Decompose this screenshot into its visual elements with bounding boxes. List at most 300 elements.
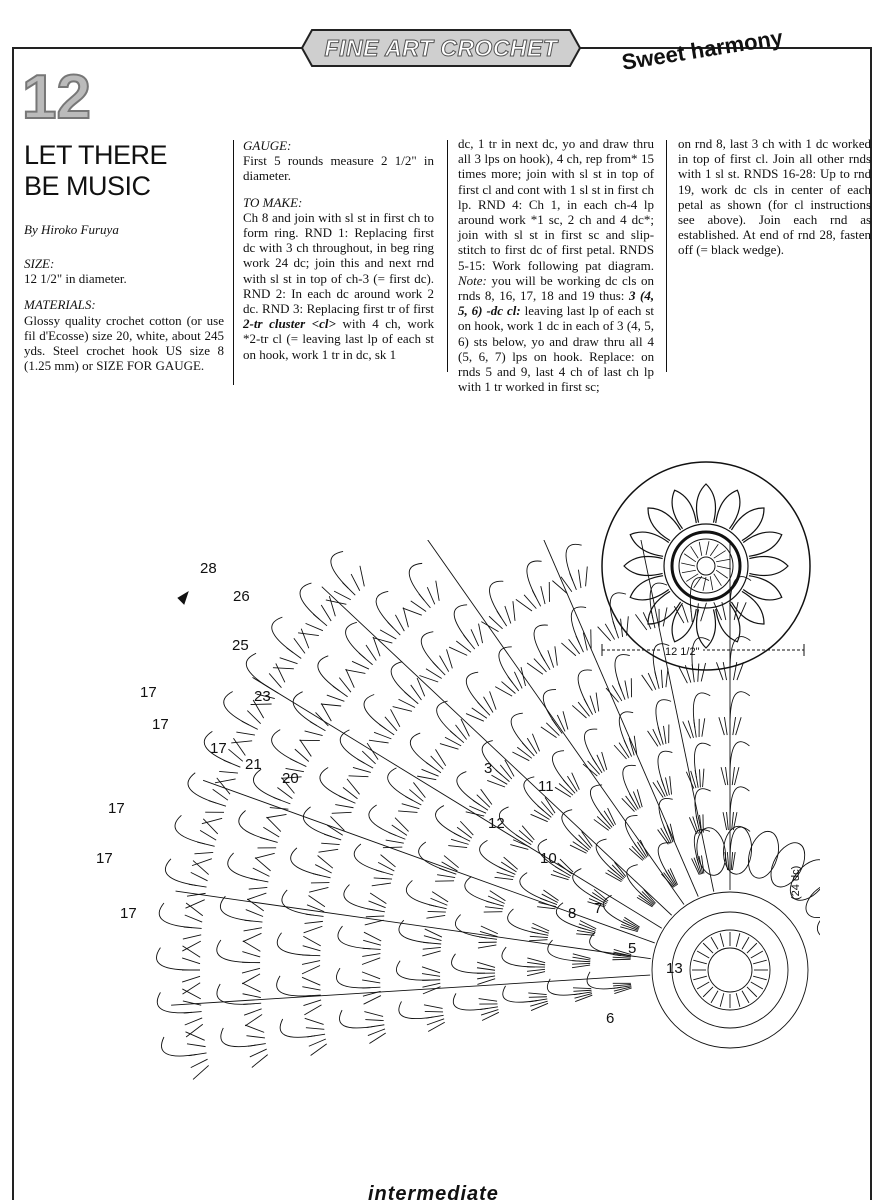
dc-stitch (309, 887, 328, 892)
dc-stitch (307, 1034, 325, 1037)
chain-loop (692, 638, 710, 673)
dc-stitch (428, 911, 446, 912)
dc-stitch (527, 962, 545, 965)
dc-stitch (426, 915, 445, 918)
dc-stitch (627, 616, 629, 635)
dc-stitch (373, 638, 393, 643)
dc-stitch (464, 635, 475, 649)
dc-stitch (422, 983, 440, 987)
dc-stitch (477, 962, 495, 967)
dc-stitch (186, 903, 203, 916)
dc-stitch (613, 957, 631, 958)
chain-loop (453, 993, 488, 1010)
left-border (12, 47, 14, 1200)
chain-loop (346, 622, 365, 658)
instructions-part-2: dc, 1 tr in next dc, yo and draw thru all 3 lps on hook), 4 ch, rep from* 15 times more; join with sl st in top of first cl and cont with 1 sl st in first ch lp. RND 4: Ch 1, in each ch-4 lp around work *1 sc, 2 ch and 4 dc*; join with sl st in first sc and slip-stitch to first dc of first petal. RNDS 5-15: Work following pat diagram. Note: you will be working dc cls on rnds 8, 16, 17, 18 and 19 thus: 3 (4, 5, 6) -dc cl: leaving last lp of each st on hook, work 1 dc in each of 3 (4, 5, 6) sts below, yo and draw thru all 4 (5, 6, 7) lps on hook. Replace: on rnds 5 and 9, last 4 ch of last ch lp with 1 tr worked in first sc; (458, 136, 655, 395)
dc-stitch (642, 675, 653, 691)
dc-stitch (701, 603, 707, 621)
dc-stitch (321, 843, 339, 844)
dc-stitch (343, 583, 356, 596)
dc-stitch (339, 796, 355, 803)
top-border-left (12, 47, 302, 49)
dc-stitch (522, 743, 534, 756)
dc-stitch (572, 963, 590, 964)
chain-loop (454, 605, 468, 642)
banner-title: FINE ART CROCHET (324, 35, 558, 61)
chain-loop (318, 656, 340, 691)
dc-stitch (305, 731, 323, 736)
dc-stitch (429, 905, 447, 909)
dc-stitch (572, 705, 586, 718)
chain-loop (730, 577, 751, 610)
dc-stitch (303, 936, 320, 946)
chain-loop (615, 655, 630, 691)
dc-stitch (485, 907, 503, 909)
dc-stitch (187, 1044, 206, 1047)
stitch-chart (60, 540, 820, 1100)
chain-loop (623, 765, 636, 800)
dc-stitch (545, 797, 555, 813)
dc-stitch (697, 982, 709, 989)
dc-stitch (440, 744, 459, 750)
dc-stitch (531, 1003, 548, 1010)
dc-stitch (690, 604, 692, 622)
title-line-2: BE MUSIC (24, 171, 151, 201)
chain-loop (466, 672, 483, 708)
dc-stitch (191, 872, 208, 880)
chain-loop (159, 903, 191, 928)
dc-stitch (527, 969, 545, 971)
chain-loop (610, 593, 626, 629)
dc-stitch (185, 1018, 202, 1025)
dc-stitch (534, 810, 549, 820)
dc-stitch (405, 692, 419, 704)
dc-stitch (703, 769, 704, 787)
dc-stitch (389, 833, 406, 840)
dc-stitch (363, 948, 381, 949)
dc-stitch (529, 997, 547, 998)
dc-stitch (374, 878, 392, 879)
dc-stitch (302, 966, 320, 974)
dc-stitch (697, 951, 709, 958)
dc-stitch (517, 747, 532, 758)
dc-stitch (496, 770, 510, 782)
dc-stitch (349, 776, 369, 777)
dc-stitch (304, 926, 323, 933)
dc-stitch (247, 711, 260, 724)
dc-stitch (541, 727, 557, 738)
dc-stitch (563, 711, 568, 729)
chain-loop (409, 563, 424, 600)
dc-stitch (532, 923, 549, 931)
dc-stitch (723, 662, 726, 680)
dc-stitch (721, 767, 725, 785)
dc-stitch (663, 726, 665, 744)
dc-stitch (200, 830, 216, 840)
dc-stitch (321, 703, 331, 721)
dc-stitch (243, 933, 262, 941)
dc-stitch (242, 721, 258, 729)
dc-stitch (572, 965, 590, 968)
dc-stitch (302, 961, 320, 965)
dc-stitch (372, 883, 391, 886)
chain-loop (161, 1037, 196, 1056)
dc-stitch (555, 646, 557, 665)
dc-stitch (362, 980, 380, 983)
dc-stitch (315, 865, 331, 873)
dc-stitch (242, 974, 260, 984)
dc-stitch (189, 884, 207, 887)
center-ring (672, 912, 788, 1028)
chain-loop (693, 693, 710, 728)
dc-stitch (478, 945, 496, 948)
dc-stitch (578, 702, 589, 716)
dc-stitch (319, 849, 339, 852)
chain-loop (217, 940, 250, 962)
dc-stitch (447, 649, 453, 668)
chain-loop (331, 551, 348, 588)
dc-stitch (701, 663, 705, 681)
dc-stitch (714, 602, 722, 620)
dc-stitch (391, 709, 400, 727)
dc-stitch (346, 669, 354, 688)
round-number-label: 17 (96, 850, 113, 867)
dc-stitch (423, 987, 441, 994)
chain-loop (571, 607, 586, 643)
dc-stitch (573, 990, 591, 991)
dc-stitch (383, 847, 402, 848)
dc-stitch (505, 606, 511, 623)
dc-stitch (724, 717, 727, 735)
column-size-materials (24, 256, 224, 373)
petal-motif (819, 980, 820, 1019)
dc-stitch (352, 661, 369, 669)
dc-stitch (243, 1003, 261, 1004)
dc-stitch (541, 586, 545, 604)
dc-stitch (367, 909, 385, 912)
dc-stitch (422, 974, 440, 977)
dc-stitch (357, 759, 373, 768)
dc-stitch (411, 685, 422, 700)
dc-stitch (185, 900, 204, 908)
chain-loop (421, 632, 438, 668)
petal-motif (764, 837, 812, 893)
dc-stitch (304, 1005, 321, 1015)
dc-stitch (318, 855, 333, 868)
dc-stitch (738, 602, 746, 620)
overview-petal (731, 508, 764, 541)
dc-stitch (732, 767, 734, 785)
dc-stitch (305, 1018, 324, 1024)
dc-stitch (365, 1020, 383, 1021)
dc-stitch (398, 811, 417, 812)
dc-stitch (182, 958, 200, 964)
chain-loop (338, 926, 371, 949)
chain-loop (354, 844, 383, 872)
dc-stitch (613, 621, 619, 638)
dc-stitch (537, 907, 555, 909)
dc-stitch (388, 622, 401, 635)
dc-stitch (255, 858, 270, 871)
dc-stitch (480, 1007, 498, 1010)
dc-stitch (302, 987, 320, 990)
dc-stitch (294, 638, 305, 653)
dc-stitch (302, 977, 320, 985)
dc-stitch (363, 940, 381, 945)
petal-motif (813, 900, 820, 945)
dc-stitch (561, 643, 576, 656)
chain-loop (502, 947, 535, 967)
dc-stitch (399, 699, 416, 707)
dc-stitch (479, 624, 483, 643)
dc-stitch (243, 941, 261, 951)
dc-stitch (273, 668, 294, 669)
dc-stitch (586, 566, 588, 586)
dc-stitch (327, 695, 345, 701)
dc-stitch (696, 603, 698, 621)
dc-stitch (183, 983, 201, 994)
dc-stitch (513, 601, 515, 621)
dc-stitch (426, 1015, 444, 1018)
dc-stitch (321, 704, 341, 706)
dc-stitch (444, 856, 459, 868)
chain-loop (410, 733, 432, 767)
dc-stitch (614, 745, 626, 759)
dimension-label: 12 1/2" (662, 646, 703, 658)
round-number-label: 28 (200, 560, 217, 577)
dc-stitch (733, 662, 736, 680)
chain-loop (396, 961, 430, 980)
chain-loop (489, 581, 503, 618)
instructions-part-1: Ch 8 and join with sl st in first ch to form ring. RND 1: Replacing first dc with 3 ch throughout, in beg ring work 24 dc; join this and next rnd with sl st in top of ch-3 (= first dc). RND 2: In each dc around work 2 dc. RND 3: Replacing first tr of first 2-tr cluster <cl> with 4 ch, work *2-tr cl (= leaving last lp of each st on hook, work 1 tr in dc, sk 1 (243, 209, 435, 362)
dc-stitch (395, 615, 404, 631)
chain-loop (253, 769, 281, 800)
dc-stitch (295, 749, 309, 761)
dc-stitch (686, 772, 693, 789)
dc-stitch (504, 857, 518, 869)
chain-loop (293, 692, 317, 726)
chain-loop (157, 992, 191, 1012)
column-rule-3 (666, 140, 667, 372)
chain-loop (508, 909, 539, 934)
chain-loop (625, 816, 639, 851)
chain-loop (175, 815, 205, 844)
dc-stitch (751, 951, 763, 958)
dc-stitch (719, 717, 724, 735)
dc-stitch (572, 961, 590, 962)
dc-stitch (183, 935, 201, 939)
dc-stitch (362, 954, 380, 957)
chain-loop (650, 583, 667, 618)
dc-stitch (702, 718, 705, 736)
dc-stitch (742, 937, 749, 949)
dc-stitch (711, 937, 718, 949)
chain-loop (300, 583, 319, 619)
dc-stitch (655, 671, 659, 688)
dc-stitch (306, 623, 323, 630)
dc-stitch (402, 804, 420, 809)
dc-stitch (440, 656, 449, 672)
round-number-label: 17 (140, 684, 157, 701)
dc-stitch (277, 788, 292, 799)
dc-stitch (368, 1029, 385, 1036)
dc-stitch (648, 673, 656, 690)
dc-stitch (359, 653, 373, 665)
dc-stitch (306, 1028, 324, 1030)
chain-loop (465, 877, 494, 904)
dc-stitch (694, 720, 697, 738)
round-number-label: 8 (568, 905, 577, 922)
dc-stitch (703, 943, 713, 953)
dc-stitch (305, 921, 323, 923)
dc-stitch (742, 991, 749, 1003)
round-number-label: 5 (628, 940, 637, 957)
dc-stitch (449, 647, 467, 655)
dc-stitch (367, 1025, 385, 1028)
to-make-heading: TO MAKE: (243, 194, 303, 210)
chain-loop (694, 743, 710, 778)
chain-loop (336, 968, 370, 988)
dc-stitch (250, 1049, 267, 1057)
dc-stitch (703, 987, 713, 997)
chain-loop (503, 986, 538, 1002)
dc-stitch (569, 639, 580, 654)
dc-stitch (309, 896, 325, 907)
dc-stitch (392, 825, 407, 835)
dc-stitch (693, 976, 707, 980)
chain-loop (277, 933, 310, 956)
dc-stitch (184, 927, 202, 928)
dc-stitch (423, 942, 441, 944)
dc-stitch (427, 587, 434, 604)
dc-stitch (670, 776, 672, 794)
dc-stitch (514, 672, 522, 689)
chain-loop (228, 853, 259, 880)
dc-stitch (479, 937, 497, 939)
dc-stitch (246, 1036, 264, 1038)
dc-stitch (253, 868, 270, 876)
chain-loop (272, 617, 293, 652)
dc-stitch (334, 591, 351, 600)
round-number-label: 17 (152, 716, 169, 733)
dc-stitch (424, 1005, 443, 1009)
dc-stitch (700, 769, 701, 787)
overview-petal (648, 508, 681, 541)
dc-stitch (529, 999, 547, 1002)
title-line-1: LET THERE (24, 140, 168, 170)
column-instructions-2 (458, 136, 654, 394)
fasten-off-wedge (178, 592, 188, 604)
materials-heading: MATERIALS: (24, 297, 96, 313)
dc-stitch (619, 743, 629, 758)
dc-stitch (417, 776, 436, 780)
dc-stitch (747, 943, 757, 953)
dc-stitch (477, 979, 495, 985)
dc-stitch (722, 602, 726, 620)
dc-stitch (362, 972, 380, 979)
dc-stitch (311, 1044, 327, 1056)
dc-stitch (393, 707, 412, 712)
chain-loop (340, 730, 364, 763)
dc-stitch (727, 812, 729, 830)
dc-stitch (243, 994, 261, 998)
round-number-label: 17 (108, 800, 125, 817)
dc-stitch (471, 629, 479, 646)
dc-stitch (576, 934, 594, 935)
chain-loop (534, 625, 548, 661)
chain-loop (552, 751, 568, 786)
dc-stitch (720, 933, 724, 947)
dc-stitch (386, 840, 404, 843)
dc-stitch (332, 812, 352, 813)
dc-stitch (435, 749, 445, 765)
round-number-label: 6 (606, 1010, 615, 1027)
chain-loop (165, 859, 196, 886)
dc-stitch (224, 760, 241, 767)
dc-stitch (477, 968, 495, 971)
round-number-label: 17 (120, 905, 137, 922)
column-rule-1 (233, 140, 234, 385)
dc-stitch (527, 958, 545, 963)
dc-stitch (477, 795, 490, 808)
chain-loop (457, 772, 480, 805)
dc-stitch (479, 999, 497, 1002)
dc-stitch (425, 929, 442, 937)
dc-stitch (456, 641, 471, 652)
dc-stitch (182, 989, 200, 999)
dc-stitch (500, 765, 512, 779)
dc-stitch (411, 601, 426, 612)
dc-stitch (313, 874, 331, 878)
chain-loop (527, 561, 542, 597)
dc-stitch (541, 801, 553, 815)
dc-stitch (624, 917, 639, 927)
dc-stitch (682, 605, 688, 622)
dc-stitch (663, 607, 667, 626)
dc-stitch (692, 664, 694, 682)
chain-loop (520, 873, 548, 901)
dc-stitch (753, 976, 767, 980)
chain-loop (272, 730, 298, 763)
dc-stitch (303, 1000, 321, 1006)
dc-stitch (460, 821, 473, 835)
petal-divider (176, 891, 651, 959)
dc-stitch (423, 947, 441, 949)
dc-stitch (219, 771, 238, 773)
dc-stitch (481, 789, 492, 804)
chain-loop (690, 578, 709, 613)
chain-loop (246, 653, 269, 688)
dc-stitch (661, 670, 662, 688)
petal-motif (799, 874, 820, 925)
chain-loop (730, 742, 749, 775)
dc-stitch (267, 817, 281, 832)
overview-petal (697, 484, 716, 523)
dc-stitch (244, 928, 262, 931)
dc-stitch (736, 993, 740, 1007)
dc-stitch (723, 812, 727, 830)
dc-stitch (736, 717, 741, 735)
dc-stitch (422, 967, 440, 973)
dc-stitch (298, 633, 319, 636)
dc-stitch (433, 662, 446, 675)
dc-stitch (454, 833, 470, 841)
dc-stitch (674, 606, 684, 623)
skill-level-logo: intermediate (368, 1183, 499, 1200)
dc-stitch (276, 663, 285, 682)
dc-stitch (625, 680, 628, 698)
dc-stitch (584, 699, 593, 715)
